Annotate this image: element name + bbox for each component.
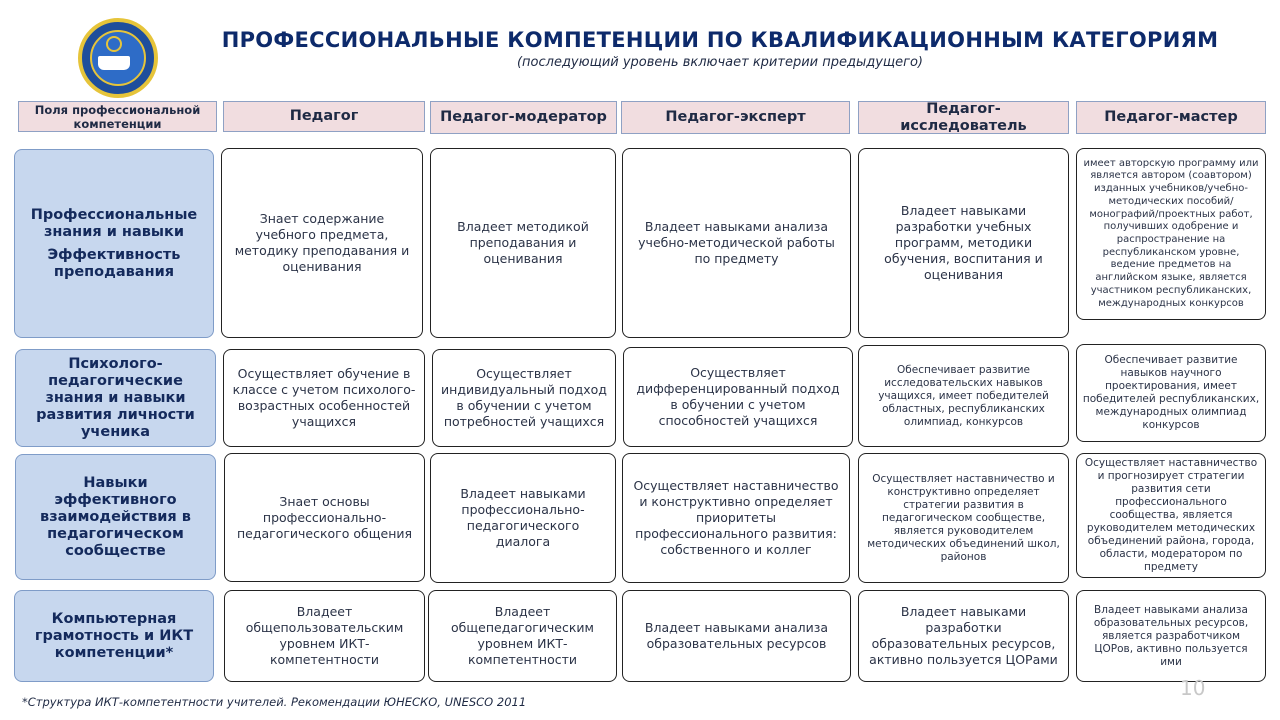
header-master: Педагог-мастер (1076, 101, 1266, 134)
cell-r4-expert: Владеет навыками анализа образовательных ресурсов (622, 590, 851, 682)
row-label-psychology (15, 349, 216, 447)
cell-r4-researcher: Владеет навыками разработки образовательных ресурсов, активно пользуется ЦОРами (858, 590, 1069, 682)
header-researcher: Педагог-исследователь (858, 101, 1069, 134)
cell-r3-expert: Осуществляет наставничество и конструктивно определяет приоритеты профессионального развития: собственного и коллег (622, 453, 850, 583)
row-label-line: Психолого-педагогические знания и навыки развития личности ученика (36, 355, 195, 440)
row-label-line: Навыки эффективного взаимодействия в педагогическом сообществе (40, 474, 191, 559)
cell-r3-moderator: Владеет навыками профессионально-педагогического диалога (430, 453, 616, 583)
cell-r2-master: Обеспечивает развитие навыков научного проектирования, имеет победителей республиканских, международных олимпиад конкурсов (1076, 344, 1266, 442)
header-pedagog: Педагог (223, 101, 425, 132)
header-moderator: Педагог-модератор (430, 101, 617, 134)
cell-r2-moderator: Осуществляет индивидуальный подход в обучении с учетом потребностей учащихся (432, 349, 616, 447)
cell-r1-expert: Владеет навыками анализа учебно-методической работы по предмету (622, 148, 851, 338)
emblem-logo (78, 18, 158, 98)
cell-r1-master: имеет авторскую программу или является автором (соавтором) изданных учебников/учебно-методических пособий/монографий/проектных работ, получивших одобрение и распространение на республиканском уровне, ведение предметов на английском языке, является участником республиканских, международных конкурсов (1076, 148, 1266, 320)
cell-r3-master: Осуществляет наставничество и прогнозирует стратегии развития сети профессионального сообщества, является руководителем методических объединений района, города, области, модератором по предмету (1076, 453, 1266, 578)
row-label-professional-knowledge (14, 149, 214, 338)
cell-r4-pedagog: Владеет общепользовательским уровнем ИКТ-компетентности (224, 590, 425, 682)
row-label-ict (14, 590, 214, 682)
cell-r4-master: Владеет навыками анализа образовательных ресурсов, является разработчиком ЦОРов, активно пользуется ими (1076, 590, 1266, 682)
header-fields: Поля профессиональной компетенции (18, 101, 217, 132)
cell-r1-pedagog: Знает содержание учебного предмета, методику преподавания и оценивания (221, 148, 423, 338)
cell-r1-researcher: Владеет навыками разработки учебных программ, методики обучения, воспитания и оценивания (858, 148, 1069, 338)
row-label-interaction (15, 454, 216, 580)
cell-r4-moderator: Владеет общепедагогическим уровнем ИКТ-компетентности (428, 590, 617, 682)
header-expert: Педагог-эксперт (621, 101, 850, 134)
cell-r2-expert: Осуществляет дифференцированный подход в обучении с учетом способностей учащихся (623, 347, 853, 447)
book-icon (98, 56, 130, 70)
cell-r3-pedagog: Знает основы профессионально-педагогического общения (224, 453, 425, 582)
cell-r3-researcher: Осуществляет наставничество и конструктивно определяет стратегии развития в педагогическом сообществе, является руководителем методических объединений школ, районов (858, 453, 1069, 583)
cell-r1-moderator: Владеет методикой преподавания и оценивания (430, 148, 616, 338)
footnote: *Структура ИКТ-компетентности учителей. Рекомендации ЮНЕСКО, UNESCO 2011 (22, 695, 527, 709)
row-label-line: Эффективность преподавания (47, 246, 181, 280)
row-label-line: Компьютерная грамотность и ИКТ компетенции* (34, 610, 194, 661)
row-label-line: Профессиональные знания и навыки (30, 206, 198, 240)
page-subtitle: (последующий уровень включает критерии предыдущего) (516, 55, 924, 70)
page-title: ПРОФЕССИОНАЛЬНЫЕ КОМПЕТЕНЦИИ ПО КВАЛИФИКАЦИОННЫМ КАТЕГОРИЯМ (221, 28, 1219, 52)
cell-r2-researcher: Обеспечивает развитие исследовательских навыков учащихся, имеет победителей областных, республиканских олимпиад, конкурсов (858, 345, 1069, 447)
cell-r2-pedagog: Осуществляет обучение в классе с учетом психолого-возрастных особенностей учащихся (223, 349, 425, 447)
page-number: 10 (1180, 676, 1206, 700)
atom-icon (106, 36, 122, 52)
